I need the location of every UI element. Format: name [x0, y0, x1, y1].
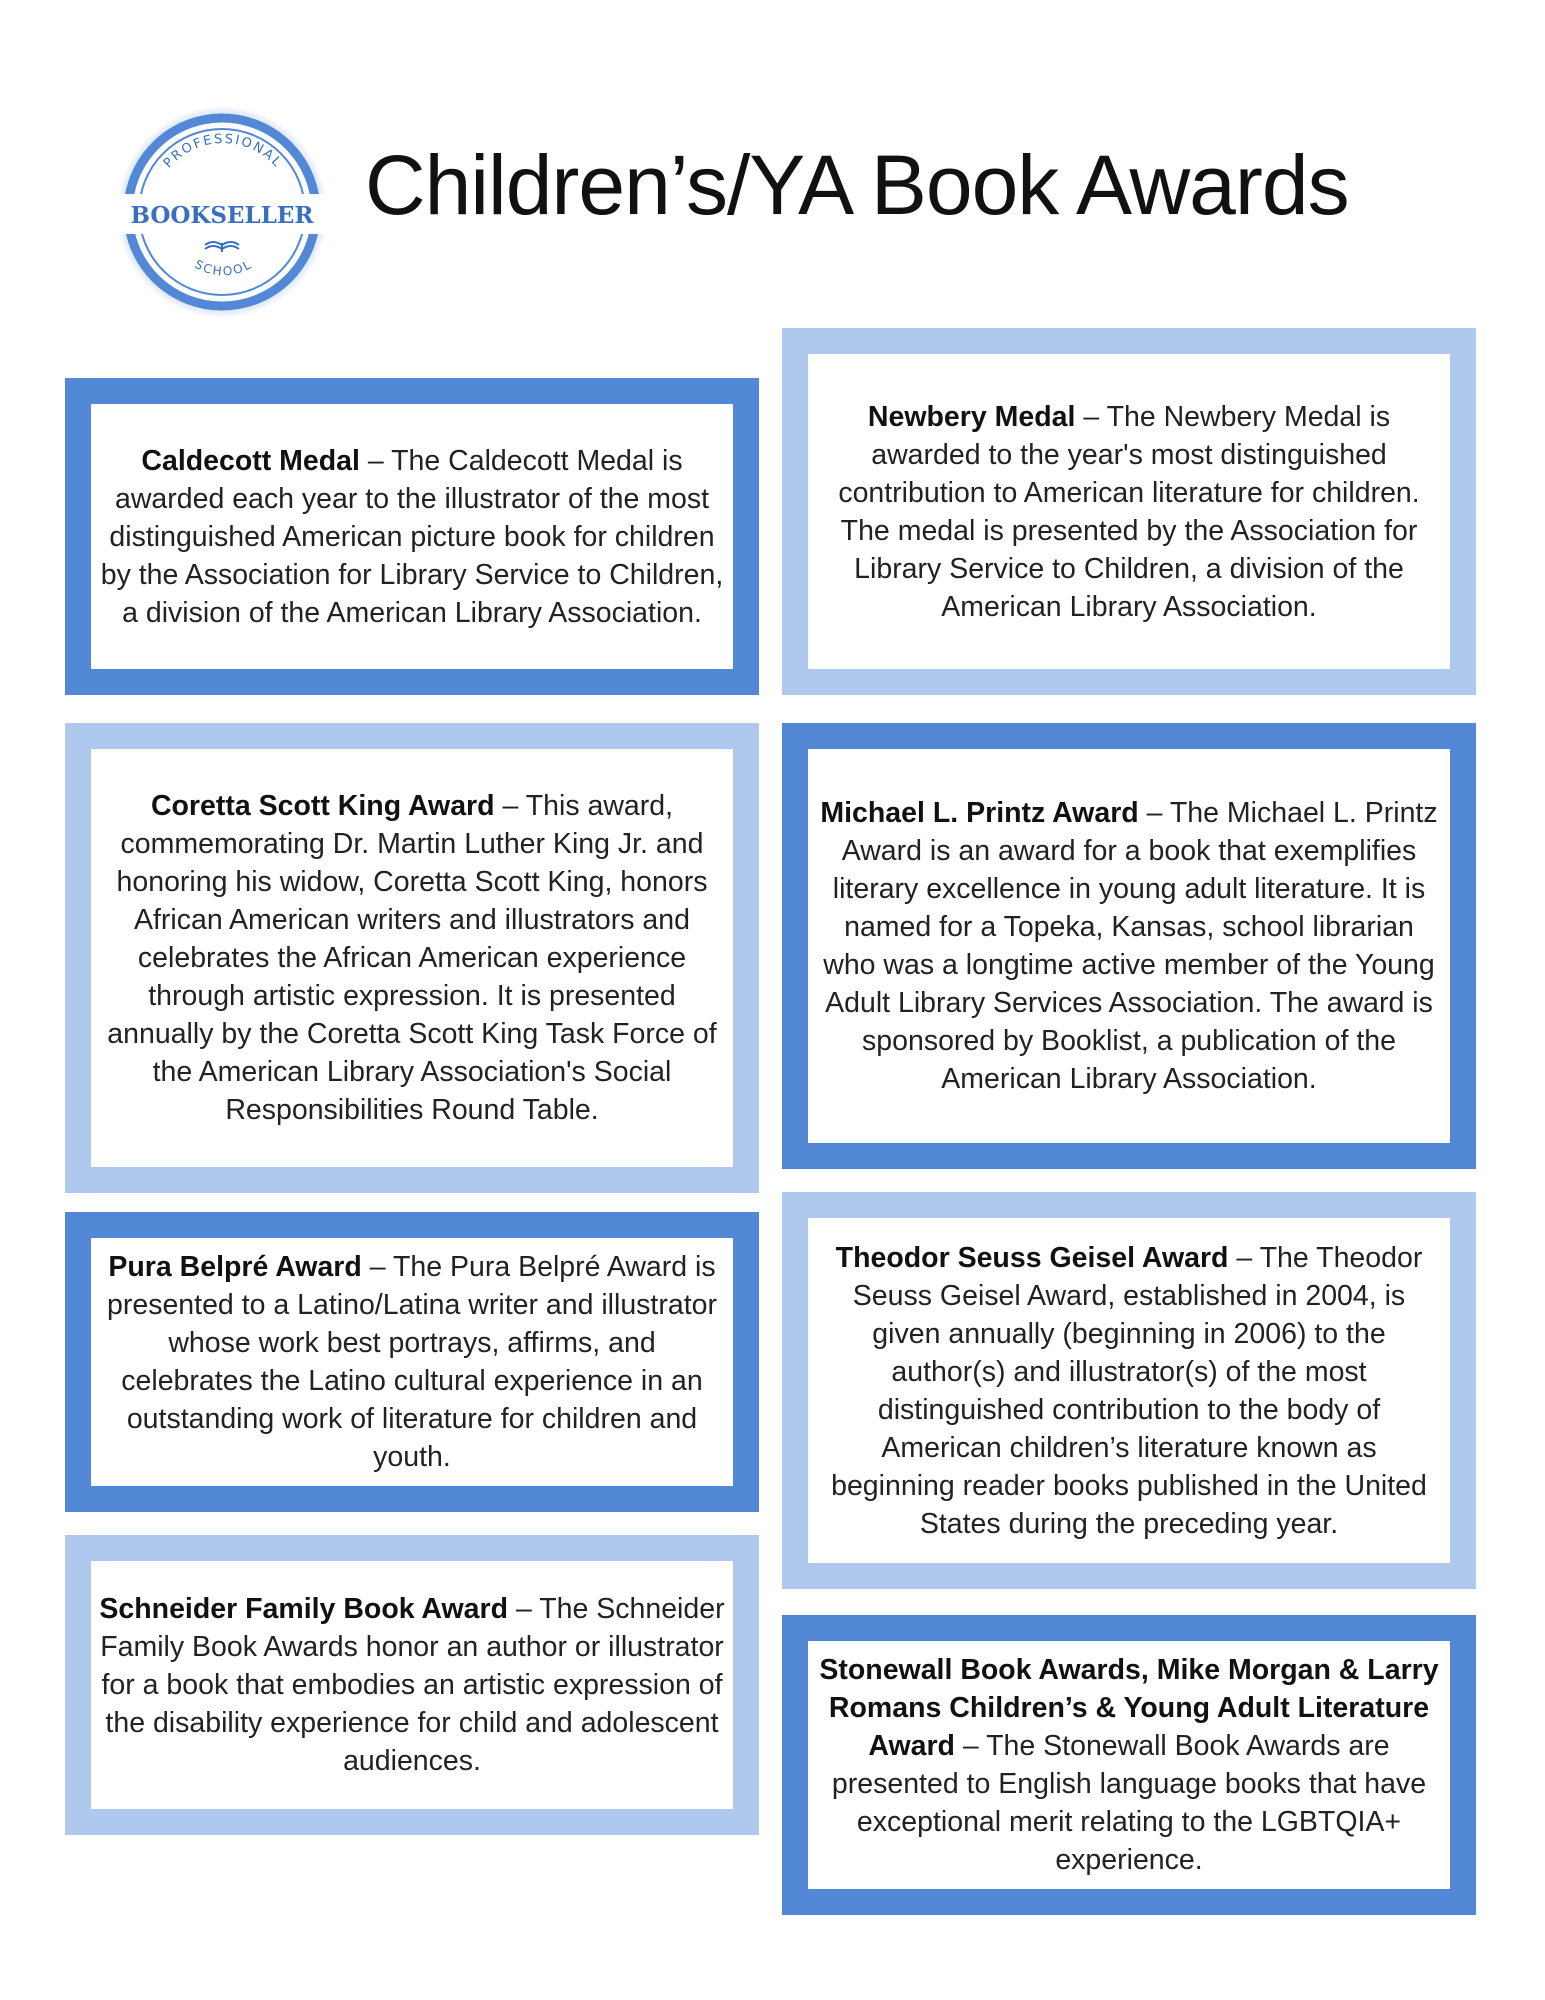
logo-badge-icon — [115, 105, 330, 320]
award-name: Schneider Family Book Award — [99, 1593, 509, 1625]
award-card-coretta-scott-king — [65, 723, 759, 1193]
award-name: Theodor Seuss Geisel Award — [835, 1241, 1229, 1274]
award-card-michael-l-printz — [782, 723, 1476, 1169]
award-description: – This award, commemorating Dr. Martin Luther King Jr. and honoring his widow, Coretta Scott King, honors African American writers and illustrators and celebrates the African American experience through artistic expression. It is presented annually by the Coretta Scott King Task Force of the American Library Association's Social Responsibilities Round Table. — [107, 790, 717, 1126]
award-description: – The Newbery Medal is awarded to the year's most distinguished contribution to American literature for children. The medal is presented by the Association for Library Service to Children, a division of the American Library Association. — [838, 400, 1420, 623]
logo-bottom-text: SCHOOL — [192, 256, 255, 279]
award-name: Pura Belpré Award — [108, 1251, 362, 1283]
award-card-pura-belpre — [65, 1212, 759, 1512]
award-name: Coretta Scott King Award — [150, 790, 495, 822]
award-card-stonewall — [782, 1615, 1476, 1915]
award-description: – The Theodor Seuss Geisel Award, established in 2004, is given annually (beginning in 2006) to the author(s) and illustrator(s) of the most distinguished contribution to the body of American children’s literature known as beginning reader books published in the United States during the preceding year. — [831, 1241, 1427, 1540]
award-name: Caldecott Medal — [141, 444, 360, 477]
award-description: – The Michael L. Printz Award is an award for a book that exemplifies literary excellence in young adult literature. It is named for a Topeka, Kansas, school librarian who was a longtime active member of the Young Adult Library Services Association. The award is sponsored by Booklist, a publication of the American Library Association. — [823, 797, 1438, 1095]
award-card-theodor-seuss-geisel — [782, 1192, 1476, 1589]
award-card-newbery — [782, 328, 1476, 695]
award-name: Newbery Medal — [867, 400, 1076, 433]
award-card-schneider-family — [65, 1535, 759, 1835]
award-name: Stonewall Book Awards, Mike Morgan & Larry Romans Children’s & Young Adult Literature Award — [819, 1654, 1439, 1762]
page-title: Children’s/YA Book Awards — [365, 138, 1349, 232]
award-description: – The Stonewall Book Awards are presented to English language books that have exceptional merit relating to the LGBTQIA+ experience. — [831, 1730, 1427, 1876]
award-name: Michael L. Printz Award — [820, 797, 1139, 829]
logo-top-text: PROFESSIONAL — [160, 131, 286, 172]
award-card-caldecott — [65, 378, 759, 695]
logo-center-text: BOOKSELLER — [130, 202, 314, 229]
award-description: – The Pura Belpré Award is presented to a Latino/Latina writer and illustrator whose work best portrays, affirms, and celebrates the Latino cultural experience in an outstanding work of literature for children and youth. — [107, 1251, 717, 1473]
award-description: – The Caldecott Medal is awarded each year to the illustrator of the most distinguished American picture book for children by the Association for Library Service to Children, a division of the American Library Association. — [100, 444, 724, 629]
bookseller-school-logo — [115, 105, 330, 320]
award-description: – The Schneider Family Book Awards honor an author or illustrator for a book that embodies an artistic expression of the disability experience for child and adolescent audiences. — [100, 1593, 725, 1777]
